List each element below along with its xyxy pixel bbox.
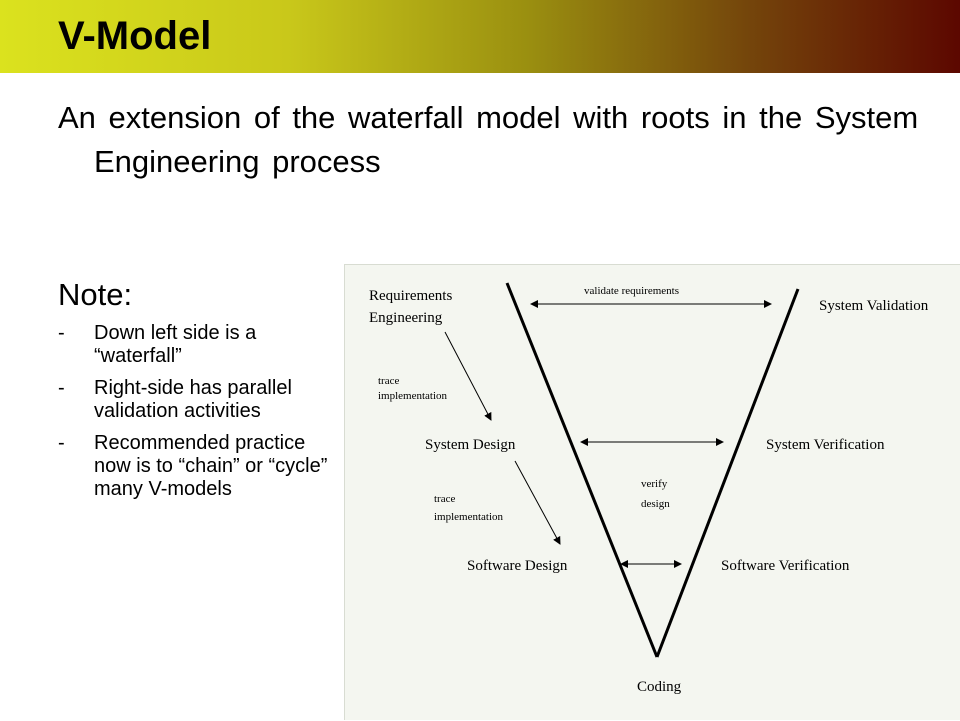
note-item: [58, 322, 328, 368]
label-system-validation: System Validation: [819, 298, 929, 314]
note-item-text: Recommended practice now is to “chain” or “cycle” many V-models: [94, 432, 328, 500]
v-right-edge: [657, 289, 798, 657]
v-left-edge: [507, 283, 657, 657]
note-bullet: -: [58, 377, 65, 399]
v-model-diagram: [344, 264, 960, 720]
slide-title: V-Model: [58, 14, 212, 58]
note-item: [58, 432, 328, 501]
annotation-trace-2b: implementation: [434, 511, 504, 523]
label-software-design: Software Design: [467, 558, 568, 574]
v-model-svg: [345, 265, 960, 721]
label-system-verification: System Verification: [766, 437, 885, 453]
trace-arrow-2: [515, 461, 560, 544]
label-coding: Coding: [637, 679, 682, 695]
label-software-verification: Software Verification: [721, 558, 850, 574]
label-engineering: Engineering: [369, 310, 443, 326]
slide-subtitle: An extension of the waterfall model with roots in the System Engineering process: [58, 100, 919, 179]
label-requirements: Requirements: [369, 288, 453, 304]
annotation-trace-1a: trace: [378, 375, 400, 387]
label-system-design: System Design: [425, 437, 516, 453]
note-item: [58, 377, 328, 423]
annotation-trace-1b: implementation: [378, 390, 448, 402]
note-item-text: Down left side is a “waterfall”: [94, 322, 257, 367]
annotation-verify: verify: [641, 478, 668, 490]
note-bullet: -: [58, 432, 65, 454]
note-heading: Note:: [58, 277, 133, 312]
note-item-text: Right-side has parallel validation activities: [94, 377, 292, 422]
annotation-trace-2a: trace: [434, 493, 456, 505]
annotation-design: design: [641, 498, 670, 510]
annotation-validate-requirements: validate requirements: [584, 285, 679, 297]
note-list: [58, 322, 328, 510]
trace-arrow-1: [445, 332, 491, 420]
note-bullet: -: [58, 322, 65, 344]
